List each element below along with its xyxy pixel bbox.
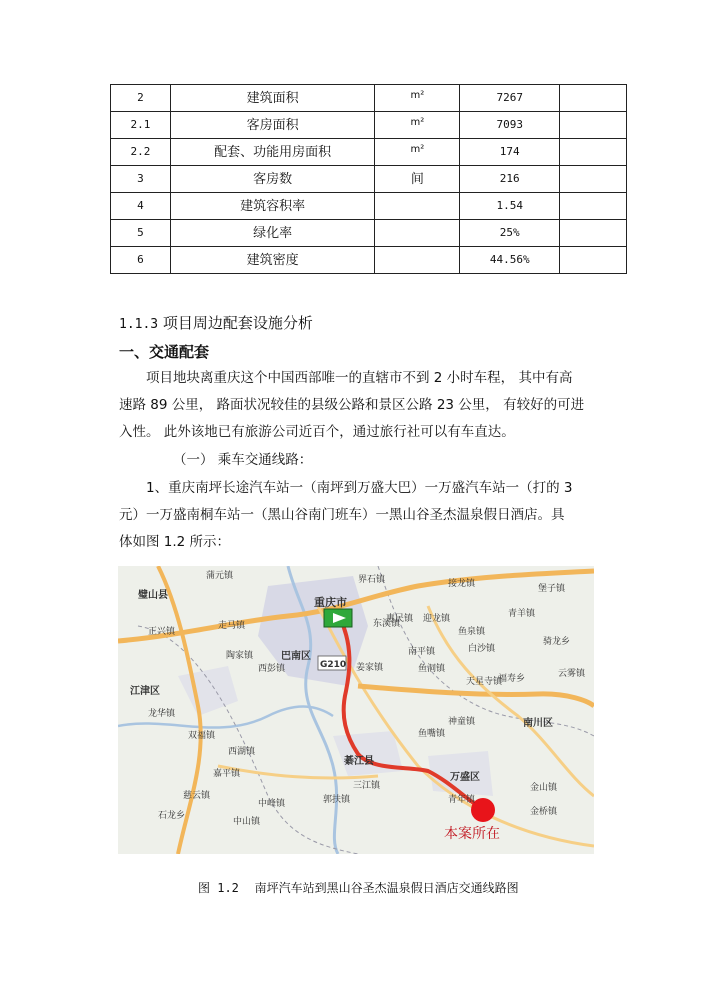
row-number-cell: 5 <box>111 220 171 247</box>
town-label: 青羊镇 <box>508 609 536 619</box>
town-label: 西湖镇 <box>228 747 256 757</box>
table-row <box>111 193 627 220</box>
note-cell <box>560 220 627 247</box>
figure-caption-text: 南坪汽车站到黑山谷圣杰温泉假日酒店交通线路图 <box>254 881 519 895</box>
district-label: 巴南区 <box>281 651 311 662</box>
value-cell: 216 <box>460 166 560 193</box>
section-title: 项目周边配套设施分析 <box>162 314 313 332</box>
town-label: 南平镇 <box>408 647 436 657</box>
value-cell: 1.54 <box>460 193 560 220</box>
paragraph-line: 入性。 此外该地已有旅游公司近百个，通过旅行社可以有车直达。 <box>119 424 515 440</box>
row-number-cell: 6 <box>111 247 171 274</box>
item-name-cell: 配套、功能用房面积 <box>170 139 375 166</box>
row-number-cell: 2.2 <box>111 139 171 166</box>
town-label: 中峰镇 <box>258 799 286 809</box>
town-label: 龙华镇 <box>148 709 176 719</box>
table-row <box>111 166 627 193</box>
town-label: 堡子镇 <box>538 584 566 594</box>
value-cell: 7093 <box>460 112 560 139</box>
unit-cell: m² <box>375 85 460 112</box>
town-label: 嘉平镇 <box>213 769 241 779</box>
route-heading <box>146 447 626 474</box>
destination-label: 本案所在 <box>444 826 500 842</box>
table-row <box>111 112 627 139</box>
subsection-heading: 一、交通配套 <box>119 343 210 361</box>
town-label: 中山镇 <box>233 817 261 827</box>
town-label: 郭扶镇 <box>323 795 351 805</box>
town-label: 姜家镇 <box>356 663 384 673</box>
unit-cell: m² <box>375 112 460 139</box>
paragraph-line: 速路 89 公里， 路面状况较佳的县级公路和景区公路 23 公里， 有较好的可进 <box>119 397 585 413</box>
value-cell: 25% <box>460 220 560 247</box>
figure-number: 图 1.2 <box>198 881 239 895</box>
unit-cell: 间 <box>375 166 460 193</box>
paragraph-traffic-intro <box>119 365 599 446</box>
section-number: 1.1.3 <box>119 317 159 332</box>
item-name-cell: 建筑密度 <box>170 247 375 274</box>
town-label: 陶家镇 <box>226 651 254 661</box>
row-number-cell: 4 <box>111 193 171 220</box>
unit-cell <box>375 220 460 247</box>
district-label: 万盛区 <box>450 772 480 783</box>
paragraph-route <box>119 475 599 556</box>
note-cell <box>560 85 627 112</box>
town-label: 天星寺镇 <box>466 677 503 687</box>
unit-cell <box>375 247 460 274</box>
unit-cell <box>375 193 460 220</box>
value-cell: 174 <box>460 139 560 166</box>
item-name-cell: 建筑容积率 <box>170 193 375 220</box>
town-label: 金桥镇 <box>530 807 558 817</box>
town-label: 双福镇 <box>188 731 216 741</box>
item-name-cell: 客房数 <box>170 166 375 193</box>
figure-caption <box>198 879 519 896</box>
town-label: 青年镇 <box>448 795 476 805</box>
town-label: 正兴镇 <box>148 627 176 637</box>
road-label: G210 <box>320 660 347 670</box>
town-label: 惠民镇 <box>386 614 414 624</box>
town-label: 云雾镇 <box>558 669 586 679</box>
project-indicators-table <box>110 84 627 274</box>
paragraph-line: 项目地块离重庆这个中国西部唯一的直辖市不到 2 小时车程， 其中有高 <box>146 370 573 386</box>
item-name-cell: 客房面积 <box>170 112 375 139</box>
note-cell <box>560 193 627 220</box>
paragraph-line: 1、重庆南坪长途汽车站一（南坪到万盛大巴）一万盛汽车站一（打的 3 <box>146 480 573 496</box>
note-cell <box>560 247 627 274</box>
item-name-cell: 绿化率 <box>170 220 375 247</box>
town-label: 鱼泉镇 <box>458 627 486 637</box>
town-label: 福寿乡 <box>498 674 526 684</box>
row-number-cell: 2.1 <box>111 112 171 139</box>
value-cell: 7267 <box>460 85 560 112</box>
paragraph-line: 体如图 1.2 所示： <box>119 534 231 550</box>
town-label: 三江镇 <box>353 781 381 791</box>
town-label: 神童镇 <box>448 717 476 727</box>
section-heading <box>119 312 313 333</box>
town-label: 东溪镇 <box>373 619 401 629</box>
district-label: 璧山县 <box>138 590 168 601</box>
note-cell <box>560 139 627 166</box>
unit-cell: m² <box>375 139 460 166</box>
city-label: 重庆市 <box>314 596 347 609</box>
paragraph-line: 元）一万盛南桐车站一（黑山谷南门班车）一黑山谷圣杰温泉假日酒店。具 <box>119 507 565 523</box>
table-row <box>111 247 627 274</box>
table-row <box>111 85 627 112</box>
town-label: 接龙镇 <box>448 579 476 589</box>
item-name-cell: 建筑面积 <box>170 85 375 112</box>
row-number-cell: 2 <box>111 85 171 112</box>
town-label: 鱼嘴镇 <box>418 729 446 739</box>
note-cell <box>560 166 627 193</box>
town-label: 白沙镇 <box>468 644 496 654</box>
town-label: 石龙乡 <box>158 811 186 821</box>
town-label: 西彭镇 <box>258 664 286 674</box>
route-heading-text: （一） 乘车交通线路： <box>173 452 313 468</box>
table-row <box>111 220 627 247</box>
note-cell <box>560 112 627 139</box>
district-label: 江津区 <box>130 686 160 697</box>
town-label: 骑龙乡 <box>543 637 571 647</box>
town-label: 界石镇 <box>358 575 386 585</box>
district-label: 綦江县 <box>344 756 374 767</box>
row-number-cell: 3 <box>111 166 171 193</box>
town-label: 迎龙镇 <box>423 614 451 624</box>
value-cell: 44.56% <box>460 247 560 274</box>
route-map <box>118 566 594 854</box>
town-label: 鱼洞镇 <box>418 664 446 674</box>
table-row <box>111 139 627 166</box>
town-label: 蒲元镇 <box>206 571 234 581</box>
town-label: 走马镇 <box>218 621 246 631</box>
town-label: 慈云镇 <box>183 791 211 801</box>
town-label: 金山镇 <box>530 783 558 793</box>
district-label: 南川区 <box>523 718 553 729</box>
